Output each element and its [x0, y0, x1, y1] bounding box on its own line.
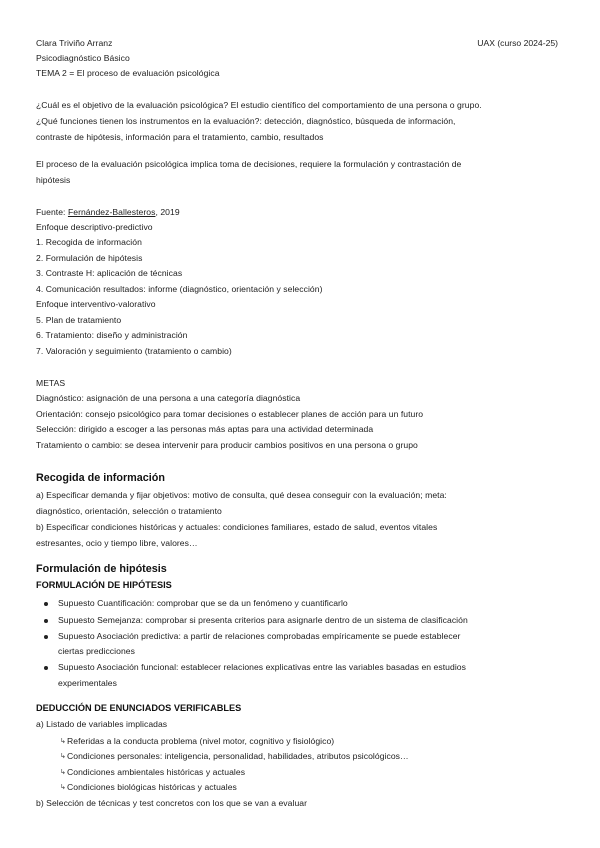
intro-line: El proceso de la evaluación psicológica implica toma de decisiones, requiere la formulación y contrastación de [36, 159, 462, 169]
meta-item: Tratamiento o cambio: se desea intervenir para producir cambios positivos en una persona o grupo [36, 440, 418, 450]
meta-item: Selección: dirigido a escoger a las personas más aptas para una actividad determinada [36, 424, 374, 434]
step-line: 4. Comunicación resultados: informe (diagnóstico, orientación y selección) [36, 284, 323, 294]
step-line: 6. Tratamiento: diseño y administración [36, 330, 188, 340]
source-prefix: Fuente: [36, 207, 68, 217]
hypothesis-item-continuation: ciertas predicciones [58, 646, 135, 656]
deduccion-a: a) Listado de variables implicadas [36, 719, 168, 729]
step-line: 7. Valoración y seguimiento (tratamiento o cambio) [36, 346, 232, 356]
metas-title: METAS [36, 378, 66, 388]
hypothesis-item: Supuesto Asociación funcional: establecer relaciones explicativas entre las variables basadas en estudios [58, 662, 466, 672]
source-year: , 2019 [155, 207, 180, 217]
hypothesis-item: Supuesto Cuantificación: comprobar que se da un fenómeno y cuantificarlo [58, 598, 348, 608]
sub-arrow-icon: ↳ [60, 753, 66, 760]
recogida-line: a) Especificar demanda y fijar objetivos: motivo de consulta, qué desea conseguir con la evaluación; meta: [36, 490, 447, 500]
step-line: 1. Recogida de información [36, 237, 142, 247]
recogida-line: estresantes, ocio y tiempo libre, valores… [36, 538, 198, 548]
meta-item: Diagnóstico: asignación de una persona a una categoría diagnóstica [36, 393, 301, 403]
step-line: 5. Plan de tratamiento [36, 315, 122, 325]
author: Clara Triviño Arranz [36, 38, 113, 48]
variable-item: Condiciones ambientales históricas y actuales [67, 767, 246, 777]
section-heading-formulacion: Formulación de hipótesis [36, 563, 167, 575]
intro-line: ¿Cuál es el objetivo de la evaluación psicológica? El estudio científico del comportamiento de una persona o grupo. [36, 100, 482, 110]
topic-title: TEMA 2 = El proceso de evaluación psicológica [36, 68, 220, 78]
intro-line: contraste de hipótesis, información para el tratamiento, cambio, resultados [36, 132, 324, 142]
variable-item: Condiciones personales: inteligencia, personalidad, habilidades, atributos psicológicos… [67, 751, 409, 761]
formulacion-subtitle: FORMULACIÓN DE HIPÓTESIS [36, 580, 172, 590]
source-line [36, 207, 564, 218]
intro-line: hipótesis [36, 175, 71, 185]
meta-item: Orientación: consejo psicológico para tomar decisiones o establecer planes de acción para un futuro [36, 409, 424, 419]
hypothesis-item: Supuesto Semejanza: comprobar si presenta criterios para asignarle dentro de un sistema de clasificación [58, 615, 468, 625]
bullet-icon [44, 602, 48, 606]
variable-item: Condiciones biológicas históricas y actuales [67, 782, 237, 792]
source-author-link[interactable]: Fernández-Ballesteros [67, 207, 156, 217]
section-heading-recogida: Recogida de información [36, 472, 165, 484]
variable-item: Referidas a la conducta problema (nivel motor, cognitivo y fisiológico) [67, 736, 335, 746]
intro-line: ¿Qué funciones tienen los instrumentos en la evaluación?: detección, diagnóstico, búsqueda de información, [36, 116, 456, 126]
bullet-icon [44, 619, 48, 623]
sub-arrow-icon: ↳ [60, 738, 66, 745]
bullet-icon [44, 635, 48, 639]
deduccion-b: b) Selección de técnicas y test concretos con los que se van a evaluar [36, 798, 308, 808]
bullet-icon [44, 666, 48, 670]
hypothesis-item: Supuesto Asociación predictiva: a partir de relaciones comprobadas empíricamente se puede establecer [58, 631, 461, 641]
hypothesis-item-continuation: experimentales [58, 678, 117, 688]
recogida-line: diagnóstico, orientación, selección o tratamiento [36, 506, 222, 516]
sub-arrow-icon: ↳ [60, 784, 66, 791]
sub-arrow-icon: ↳ [60, 769, 66, 776]
course: UAX (curso 2024-25) [477, 38, 558, 48]
recogida-line: b) Especificar condiciones históricas y actuales: condiciones familiares, estado de salud, eventos vitales [36, 522, 438, 532]
step-line: Enfoque interventivo-valorativo [36, 299, 156, 309]
subject: Psicodiagnóstico Básico [36, 53, 130, 63]
step-line: Enfoque descriptivo-predictivo [36, 222, 153, 232]
step-line: 2. Formulación de hipótesis [36, 253, 143, 263]
deduccion-title: DEDUCCIÓN DE ENUNCIADOS VERIFICABLES [36, 703, 242, 713]
step-line: 3. Contraste H: aplicación de técnicas [36, 268, 183, 278]
